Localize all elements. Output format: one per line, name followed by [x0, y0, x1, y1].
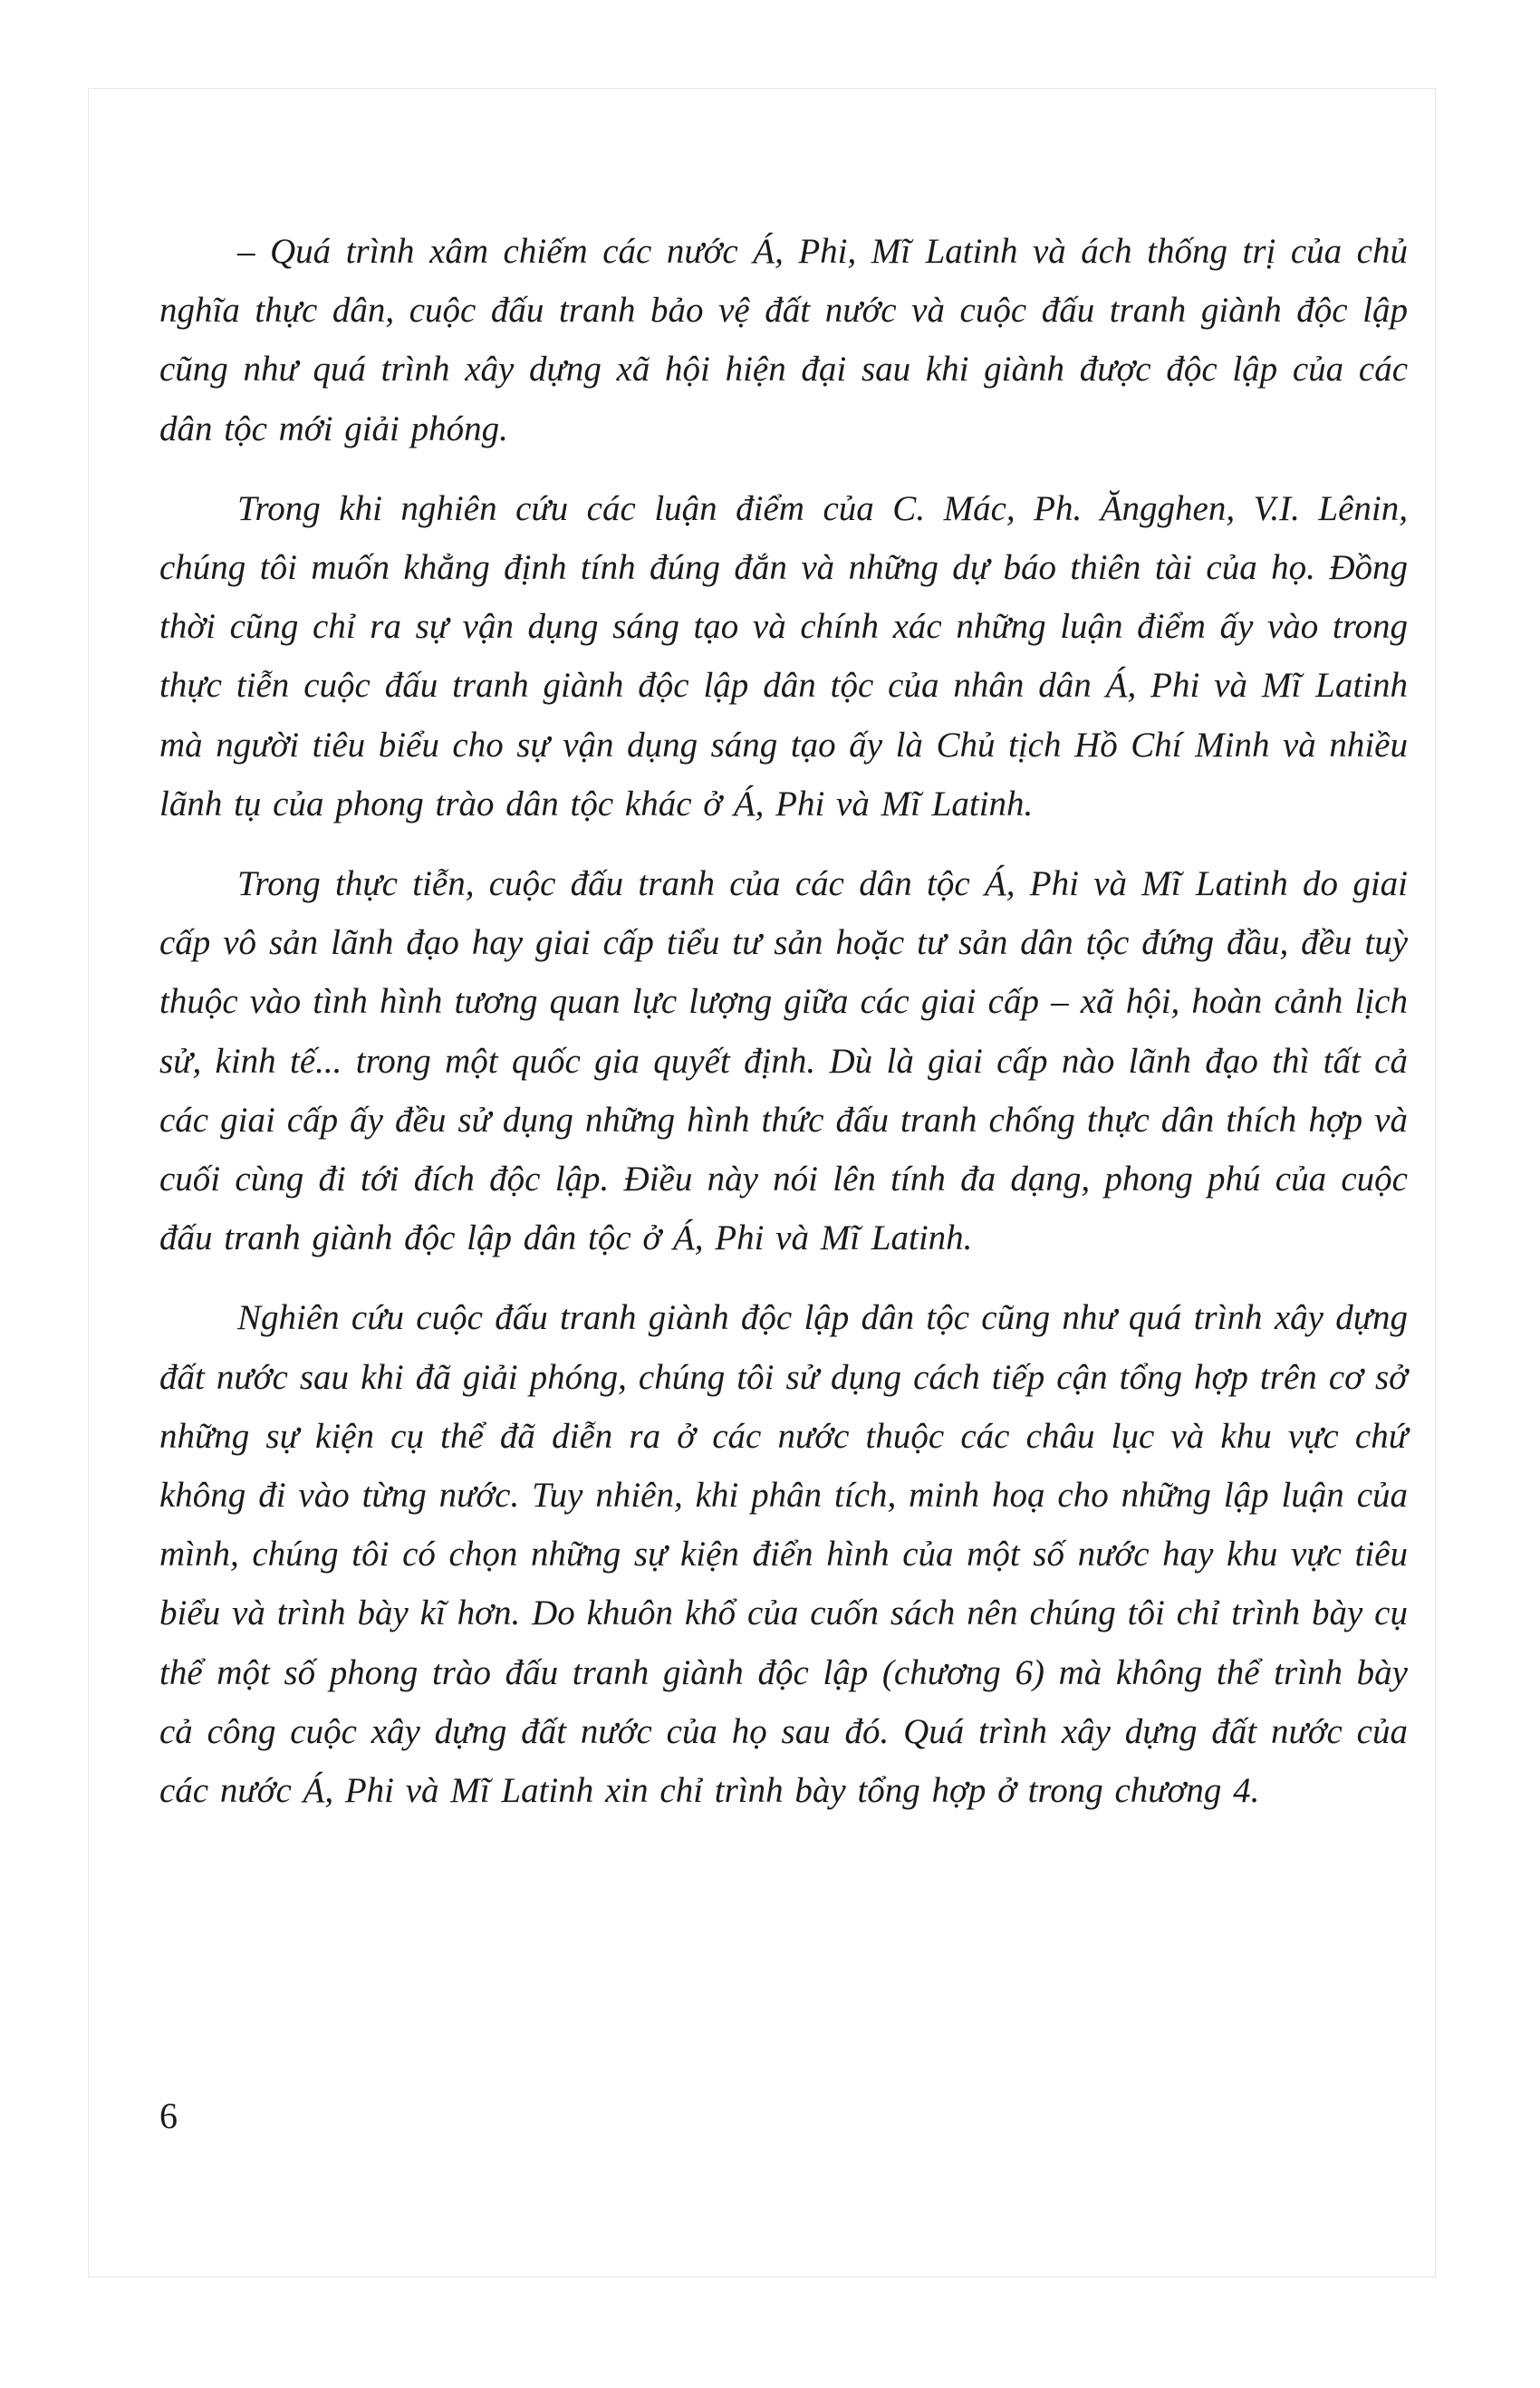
paragraph-1: – Quá trình xâm chiếm các nước Á, Phi, Mĩ Latinh và ách thống trị của chủ nghĩa thực dân, cuộc đấu tranh bảo vệ đất nước và cuộc đấu tranh giành độc lập cũng như quá trình xây dựng xã hội hiện đại sau khi giành được độc lập của các dân tộc mới giải phóng.: [159, 232, 1408, 448]
paragraph-2: Trong khi nghiên cứu các luận điểm của C. Mác, Ph. Ăngghen, V.I. Lênin, chúng tôi muốn khẳng định tính đúng đắn và những dự báo thiên tài của họ. Đồng thời cũng chỉ ra sự vận dụng sáng tạo và chính xác những luận điểm ấy vào trong thực tiễn cuộc đấu tranh giành độc lập dân tộc của nhân dân Á, Phi và Mĩ Latinh mà người tiêu biểu cho sự vận dụng sáng tạo ấy là Chủ tịch Hồ Chí Minh và nhiều lãnh tụ của phong trào dân tộc khác ở Á, Phi và Mĩ Latinh.: [159, 488, 1408, 823]
page-number: 6: [159, 2095, 178, 2136]
body-text: [159, 222, 1408, 1820]
paragraph-4: Nghiên cứu cuộc đấu tranh giành độc lập dân tộc cũng như quá trình xây dựng đất nước sau khi đã giải phóng, chúng tôi sử dụng cách tiếp cận tổng hợp trên cơ sở những sự kiện cụ thể đã diễn ra ở các nước thuộc các châu lục và khu vực chứ không đi vào từng nước. Tuy nhiên, khi phân tích, minh hoạ cho những lập luận của mình, chúng tôi có chọn những sự kiện điển hình của một số nước hay khu vực tiêu biểu và trình bày kĩ hơn. Do khuôn khổ của cuốn sách nên chúng tôi chỉ trình bày cụ thể một số phong trào đấu tranh giành độc lập (chương 6) mà không thể trình bày cả công cuộc xây dựng đất nước của họ sau đó. Quá trình xây dựng đất nước của các nước Á, Phi và Mĩ Latinh xin chỉ trình bày tổng hợp ở trong chương 4.: [159, 1298, 1408, 1811]
paragraph-3: Trong thực tiễn, cuộc đấu tranh của các dân tộc Á, Phi và Mĩ Latinh do giai cấp vô sản lãnh đạo hay giai cấp tiểu tư sản hoặc tư sản dân tộc đứng đầu, đều tuỳ thuộc vào tình hình tương quan lực lượng giữa các giai cấp – xã hội, hoàn cảnh lịch sử, kinh tế... trong một quốc gia quyết định. Dù là giai cấp nào lãnh đạo thì tất cả các giai cấp ấy đều sử dụng những hình thức đấu tranh chống thực dân thích hợp và cuối cùng đi tới đích độc lập. Điều này nói lên tính đa dạng, phong phú của cuộc đấu tranh giành độc lập dân tộc ở Á, Phi và Mĩ Latinh.: [159, 864, 1408, 1258]
